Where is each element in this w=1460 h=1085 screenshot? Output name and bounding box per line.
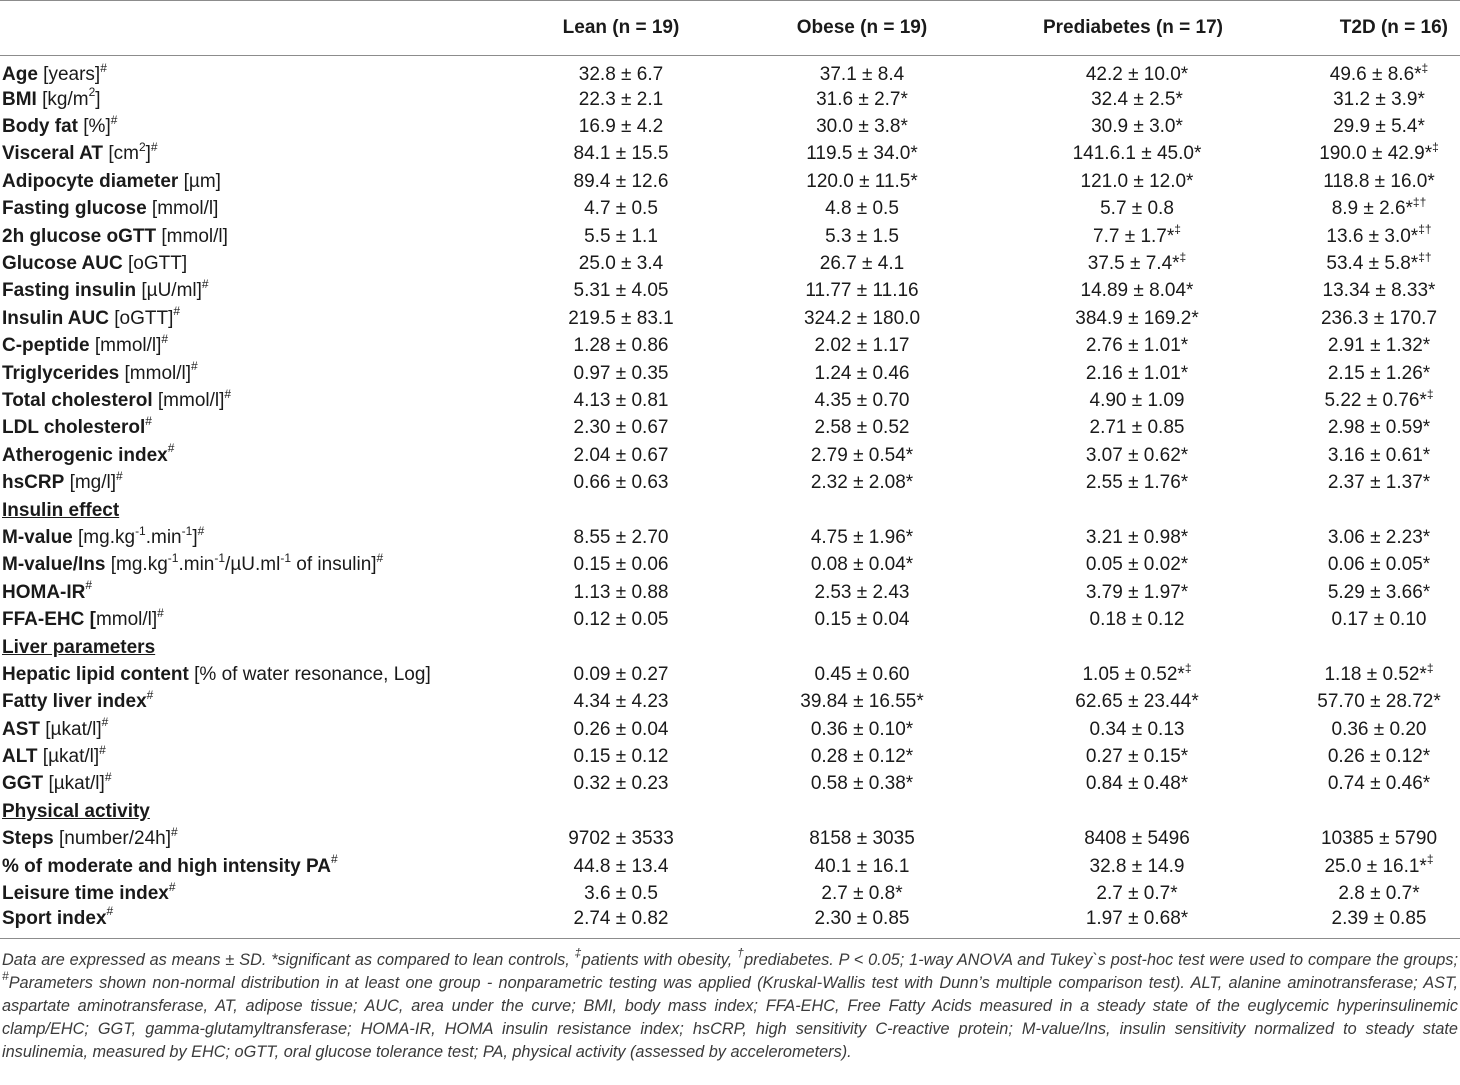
parameter-name: Visceral AT [2,143,104,165]
obese-value: 39.84 ± 16.55* [800,691,924,713]
prediabetes-value: 14.89 ± 8.04* [1080,280,1194,302]
table-row [0,333,1460,360]
lean-value: 2.74 ± 0.82 [573,907,669,929]
parameter-label [0,360,506,387]
parameter-name: Triglycerides [2,362,120,384]
obese-value: 31.6 ± 2.7* [816,88,908,110]
lean-value: 0.97 ± 0.35 [573,362,669,384]
prediabetes-value: 141.6.1 ± 45.0* [1072,143,1202,165]
prediabetes-value: 0.05 ± 0.02* [1085,554,1189,576]
t2d-value: 0.17 ± 0.10 [1331,609,1427,631]
parameter-label [0,552,506,579]
lean-value: 22.3 ± 2.1 [578,88,664,110]
parameter-name: Fasting glucose [2,198,147,220]
lean-value: 5.31 ± 4.05 [573,280,669,302]
parameter-label [0,524,506,551]
obese-value: 2.58 ± 0.52 [814,417,910,439]
parameter-name: % of moderate and high intensity PA [2,855,332,877]
table-row [0,606,1460,633]
obese-value: 5.3 ± 1.5 [825,225,899,247]
t2d-value: 5.29 ± 3.66* [1327,581,1431,603]
parameter-name: M-value/Ins [2,554,106,576]
parameter-marker: # [201,277,209,292]
parameter-marker: # [167,441,175,456]
table-row [0,853,1460,880]
table-row [0,168,1460,195]
obese-value: 2.7 ± 0.8* [821,883,903,905]
parameter-name: Fasting insulin [2,280,137,302]
parameter-name: Body fat [2,116,78,138]
obese-value: 40.1 ± 16.1 [814,855,910,877]
lean-value: 16.9 ± 4.2 [578,116,664,138]
section-title: Liver parameters [2,636,156,658]
parameter-marker: # [171,824,178,839]
lean-value: 2.04 ± 0.67 [573,444,669,466]
t2d-value: 13.6 ± 3.0*‡† [1326,222,1432,247]
t2d-value: 57.70 ± 28.72* [1317,691,1441,713]
t2d-value: 13.34 ± 8.33* [1322,280,1436,302]
parameter-name: ALT [2,746,38,768]
table-row [0,826,1460,853]
prediabetes-value: 1.97 ± 0.68* [1085,907,1189,929]
parameter-unit: [mg/l] [64,472,117,494]
obese-value: 2.32 ± 2.08* [810,472,914,494]
t2d-value: 53.4 ± 5.8*‡† [1326,249,1432,275]
parameter-name: GGT [2,773,44,795]
prediabetes-value: 5.7 ± 0.8 [1100,198,1174,220]
t2d-value: 5.22 ± 0.76*‡ [1324,386,1434,411]
parameter-name: hsCRP [2,472,65,494]
parameter-label [0,86,506,113]
obese-value: 119.5 ± 34.0* [806,143,918,165]
parameter-marker: # [100,60,107,75]
table-row [0,552,1460,579]
table-row [0,442,1460,469]
parameter-unit: [mmol/l] [89,335,162,357]
prediabetes-value: 1.05 ± 0.52*‡ [1082,660,1192,685]
parameter-marker: # [106,904,114,919]
parameter-marker: # [331,852,338,867]
lean-value: 8.55 ± 2.70 [573,526,669,548]
t2d-value: 118.8 ± 16.0* [1323,170,1435,192]
obese-value: 1.24 ± 0.46 [814,362,910,384]
obese-value: 120.0 ± 11.5* [806,170,918,192]
header-parameter [0,1,506,56]
parameter-label [0,333,506,360]
parameter-unit: $[cm^2]$ [103,140,151,165]
parameter-unit: [oGTT] [122,253,188,275]
parameter-label [0,716,506,743]
t2d-value: 0.06 ± 0.05* [1327,554,1431,576]
lean-value: 0.09 ± 0.27 [573,663,669,685]
parameter-unit: [$mg.kg^{-1}.\min^{-1}/\mu U.ml^{-1}$ of insulin] [105,551,377,576]
obese-value: 26.7 ± 4.1 [819,253,905,275]
table-row [0,305,1460,332]
parameter-unit: [% of water resonance, Log] [188,663,431,685]
parameter-name: Hepatic lipid content [2,663,189,685]
t2d-value: 49.6 ± 8.6*‡ [1329,60,1429,85]
section-row [0,634,1460,661]
parameter-unit: [mmol/l] [156,225,228,247]
t2d-value: 2.37 ± 1.37* [1327,472,1431,494]
lean-value: 32.8 ± 6.7 [578,64,664,85]
obese-value: 0.45 ± 0.60 [814,663,910,685]
parameter-marker: # [146,687,154,702]
t2d-value: 1.18 ± 0.52*‡ [1324,660,1434,685]
obese-value: 11.77 ± 11.16 [805,280,919,302]
obese-value: 0.08 ± 0.04* [810,554,914,576]
table-body [0,56,1460,939]
prediabetes-value: 0.34 ± 0.13 [1089,718,1185,740]
parameter-label [0,196,506,223]
header-lean: Lean (n = 19) [506,1,736,56]
prediabetes-value: 121.0 ± 12.0* [1080,170,1194,192]
t2d-value: 2.8 ± 0.7* [1338,883,1420,905]
t2d-value: 29.9 ± 5.4* [1333,116,1425,138]
prediabetes-value: 3.79 ± 1.97* [1085,581,1189,603]
table-row [0,223,1460,250]
t2d-value: 25.0 ± 16.1*‡ [1324,852,1434,877]
prediabetes-value: 3.07 ± 0.62* [1085,444,1189,466]
parameter-name: HOMA-IR [2,581,86,603]
parameter-marker: # [110,112,118,127]
table-row [0,661,1460,688]
obese-value: 37.1 ± 8.4 [819,64,905,85]
t2d-value: 236.3 ± 170.7 [1320,307,1438,329]
parameter-label [0,904,506,939]
table-row [0,387,1460,414]
prediabetes-value: 32.4 ± 2.5* [1091,88,1183,110]
lean-value: 0.15 ± 0.12 [573,746,669,768]
t2d-value: 3.06 ± 2.23* [1327,526,1431,548]
lean-value: 4.34 ± 4.23 [573,691,669,713]
header-obese: Obese (n = 19) [736,1,978,56]
section-heading [0,798,1460,825]
parameter-marker: # [150,140,158,155]
lean-value: 0.12 ± 0.05 [573,609,669,631]
prediabetes-value: 2.7 ± 0.7* [1096,883,1178,905]
parameter-unit: [µkat/l] [43,773,105,795]
section-title: Insulin effect [2,499,120,521]
parameter-marker: # [99,742,106,757]
parameter-label [0,305,506,332]
footnote-row [0,938,1460,1064]
table-row [0,469,1460,496]
parameter-unit: mmol/l] [95,609,158,631]
prediabetes-value: 32.8 ± 14.9 [1089,855,1185,877]
parameter-marker: # [197,523,205,538]
prediabetes-value: 0.27 ± 0.15* [1085,746,1189,768]
parameter-unit: [%] [78,116,111,138]
table-row [0,278,1460,305]
prediabetes-value: 0.84 ± 0.48* [1085,773,1189,795]
parameter-marker: # [161,331,169,346]
table-row [0,743,1460,770]
parameter-name: Atherogenic index [2,444,168,466]
table-row [0,579,1460,606]
parameter-marker: # [224,386,232,401]
parameter-name: Age [2,64,38,85]
parameter-marker: # [145,414,152,429]
section-row [0,497,1460,524]
parameter-unit: [µkat/l] [37,746,100,768]
obese-value: 30.0 ± 3.8* [816,116,908,138]
prediabetes-value: 2.71 ± 0.85 [1089,417,1185,439]
lean-value: 1.13 ± 0.88 [573,581,669,603]
parameter-label [0,56,506,87]
lean-value: 4.7 ± 0.5 [584,198,658,220]
parameter-label [0,853,506,880]
prediabetes-value: 42.2 ± 10.0* [1085,64,1189,85]
table-row [0,415,1460,442]
parameter-name: 2h glucose oGTT [2,225,157,247]
parameter-marker: # [191,359,198,374]
parameter-label [0,469,506,496]
prediabetes-value: 2.76 ± 1.01* [1085,335,1189,357]
parameter-name: FFA-EHC [ [2,609,96,631]
prediabetes-value: 8408 ± 5496 [1084,828,1190,850]
lean-value: 4.13 ± 0.81 [573,389,669,411]
prediabetes-value: 30.9 ± 3.0* [1091,116,1183,138]
lean-value: 89.4 ± 12.6 [573,170,669,192]
parameter-name: LDL cholesterol [2,417,146,439]
parameter-name: Leisure time index [2,883,169,905]
prediabetes-value: 3.21 ± 0.98* [1085,526,1189,548]
section-row [0,798,1460,825]
table-row [0,716,1460,743]
t2d-value: 3.16 ± 0.61* [1327,444,1431,466]
table-row [0,908,1460,939]
prediabetes-value: 7.7 ± 1.7*‡ [1093,222,1181,247]
obese-value: 2.30 ± 0.85 [814,907,910,929]
lean-value: 0.32 ± 0.23 [573,773,669,795]
parameter-marker: # [101,715,109,730]
obese-value: 4.35 ± 0.70 [814,389,910,411]
section-heading [0,634,1460,661]
parameter-unit: [µkat/l] [40,718,102,740]
parameter-name: Sport index [2,907,107,929]
lean-value: 3.6 ± 0.5 [584,883,658,905]
parameter-name: Steps [2,828,54,850]
obese-value: 2.53 ± 2.43 [814,581,910,603]
table-footnote: Data are expressed as means ± SD. *significant as compared to lean controls, ‡patients with obesity, †prediabetes. P < 0.05; 1-way ANOVA and Tukey`s post-hoc test were used to compare the groups; #Parameters shown non-normal distribution in at least one group - nonparametric testing was applied (Kruskal-Wallis test with Dunn’s multiple comparison test). ALT, alanine aminotransferase; AST, aspartate aminotransferase, AT, adipose tissue; AUC, area under the curve; BMI, body mass index; FFA-EHC, Free Fatty Acids measured in a steady state of the euglycemic hyperinsulinemic clamp/EHC; GGT, gamma-glutamyltransferase; HOMA-IR, HOMA insulin resistance index; hsCRP, high sensitivity C-reactive protein; M-value/Ins, insulin sensitivity normalized to steady state insulinemia, measured by EHC; oGTT, oral glucose tolerance test; PA, physical activity (assessed by accelerometers). [0,938,1460,1064]
prediabetes-value: 4.90 ± 1.09 [1089,389,1185,411]
parameter-name: Total cholesterol [2,389,153,411]
obese-value: 324.2 ± 180.0 [803,307,921,329]
table-row [0,196,1460,223]
parameter-unit: [mmol/l] [119,362,192,384]
parameter-marker: # [376,551,384,565]
parameter-marker: # [104,770,112,785]
parameter-unit: [µU/ml] [136,280,202,302]
section-title: Physical activity [2,800,150,822]
table-row [0,771,1460,798]
parameter-unit: $[kg/m^2]$ [36,85,101,110]
parameter-label [0,880,506,907]
t2d-value: 190.0 ± 42.9*‡ [1319,140,1439,165]
parameter-label [0,250,506,277]
parameter-name: BMI [2,88,37,110]
t2d-value: 2.39 ± 0.85 [1331,907,1427,929]
parameter-marker: # [116,468,123,483]
parameter-label [0,113,506,140]
prediabetes-value: 0.18 ± 0.12 [1089,609,1185,631]
prediabetes-value: 2.16 ± 1.01* [1085,362,1189,384]
obese-value: 2.79 ± 0.54* [810,444,914,466]
parameter-marker: # [168,879,176,894]
parameter-label [0,223,506,250]
parameter-name: C-peptide [2,335,90,357]
lean-value: 0.26 ± 0.04 [573,718,669,740]
t2d-value: 2.15 ± 1.26* [1327,362,1431,384]
prediabetes-value: 37.5 ± 7.4*‡ [1087,249,1187,275]
parameter-unit: [oGTT] [108,307,174,329]
header-row [0,1,1460,56]
obese-value: 4.8 ± 0.5 [825,198,899,220]
parameter-unit: [µm] [178,170,221,192]
parameter-label [0,415,506,442]
lean-value: 0.15 ± 0.06 [573,554,669,576]
parameter-label [0,141,506,168]
obese-value: 0.36 ± 0.10* [810,718,914,740]
parameter-unit: [mmol/l] [152,389,225,411]
obese-value: 2.02 ± 1.17 [814,335,910,357]
parameter-name: M-value [2,526,73,548]
parameter-label [0,579,506,606]
parameter-label [0,387,506,414]
header-t2d: T2D (n = 16) [1278,1,1460,56]
parameter-unit: $[mg.kg^{-1}.\min^{-1}]$ [72,523,198,548]
parameter-unit: [mmol/l] [146,198,219,220]
obese-value: 8158 ± 3035 [809,828,915,850]
table-row [0,689,1460,716]
table-row [0,113,1460,140]
obese-value: 0.58 ± 0.38* [810,773,914,795]
t2d-value: 0.26 ± 0.12* [1327,746,1431,768]
parameter-unit: [number/24h] [53,828,171,850]
header-prediabetes: Prediabetes (n = 17) [978,1,1278,56]
t2d-value: 31.2 ± 3.9* [1333,88,1425,110]
parameter-marker: # [173,304,181,319]
lean-value: 219.5 ± 83.1 [568,307,674,329]
t2d-value: 0.74 ± 0.46* [1327,773,1431,795]
parameter-name: AST [2,718,40,740]
parameter-name: Fatty liver index [2,691,147,713]
table-row [0,141,1460,168]
t2d-value: 2.91 ± 1.32* [1327,335,1431,357]
prediabetes-value: 384.9 ± 169.2* [1075,307,1199,329]
parameter-label [0,661,506,688]
parameter-label [0,278,506,305]
parameter-name: Glucose AUC [2,253,123,275]
t2d-value: 8.9 ± 2.6*‡† [1331,194,1427,220]
parameter-label [0,771,506,798]
obese-value: 0.28 ± 0.12* [810,746,914,768]
lean-value: 25.0 ± 3.4 [578,253,664,275]
t2d-value: 0.36 ± 0.20 [1331,718,1427,740]
table-row [0,880,1460,907]
parameter-label [0,168,506,195]
table-row [0,250,1460,277]
table-row [0,56,1460,87]
lean-value: 2.30 ± 0.67 [573,417,669,439]
parameter-label [0,826,506,853]
obese-value: 0.15 ± 0.04 [814,609,910,631]
table-row [0,360,1460,387]
parameter-marker: # [157,605,164,620]
lean-value: 84.1 ± 15.5 [573,143,669,165]
lean-value: 5.5 ± 1.1 [584,225,658,247]
prediabetes-value: 2.55 ± 1.76* [1085,472,1189,494]
lean-value: 0.66 ± 0.63 [573,472,669,494]
parameter-label [0,442,506,469]
parameter-unit: [years] [37,64,101,85]
section-heading [0,497,1460,524]
parameter-label [0,689,506,716]
parameter-name: Insulin AUC [2,307,109,329]
table-row [0,86,1460,113]
t2d-value: 10385 ± 5790 [1320,828,1438,850]
obese-value: 4.75 ± 1.96* [810,526,914,548]
t2d-value: 2.98 ± 0.59* [1327,417,1431,439]
parameter-marker: # [85,578,93,593]
lean-value: 44.8 ± 13.4 [573,855,669,877]
lean-value: 9702 ± 3533 [568,828,674,850]
lean-value: 1.28 ± 0.86 [573,335,669,357]
prediabetes-value: 62.65 ± 23.44* [1075,691,1199,713]
table-row [0,524,1460,551]
parameter-label [0,743,506,770]
parameter-label [0,606,506,633]
parameter-name: Adipocyte diameter [2,170,179,192]
